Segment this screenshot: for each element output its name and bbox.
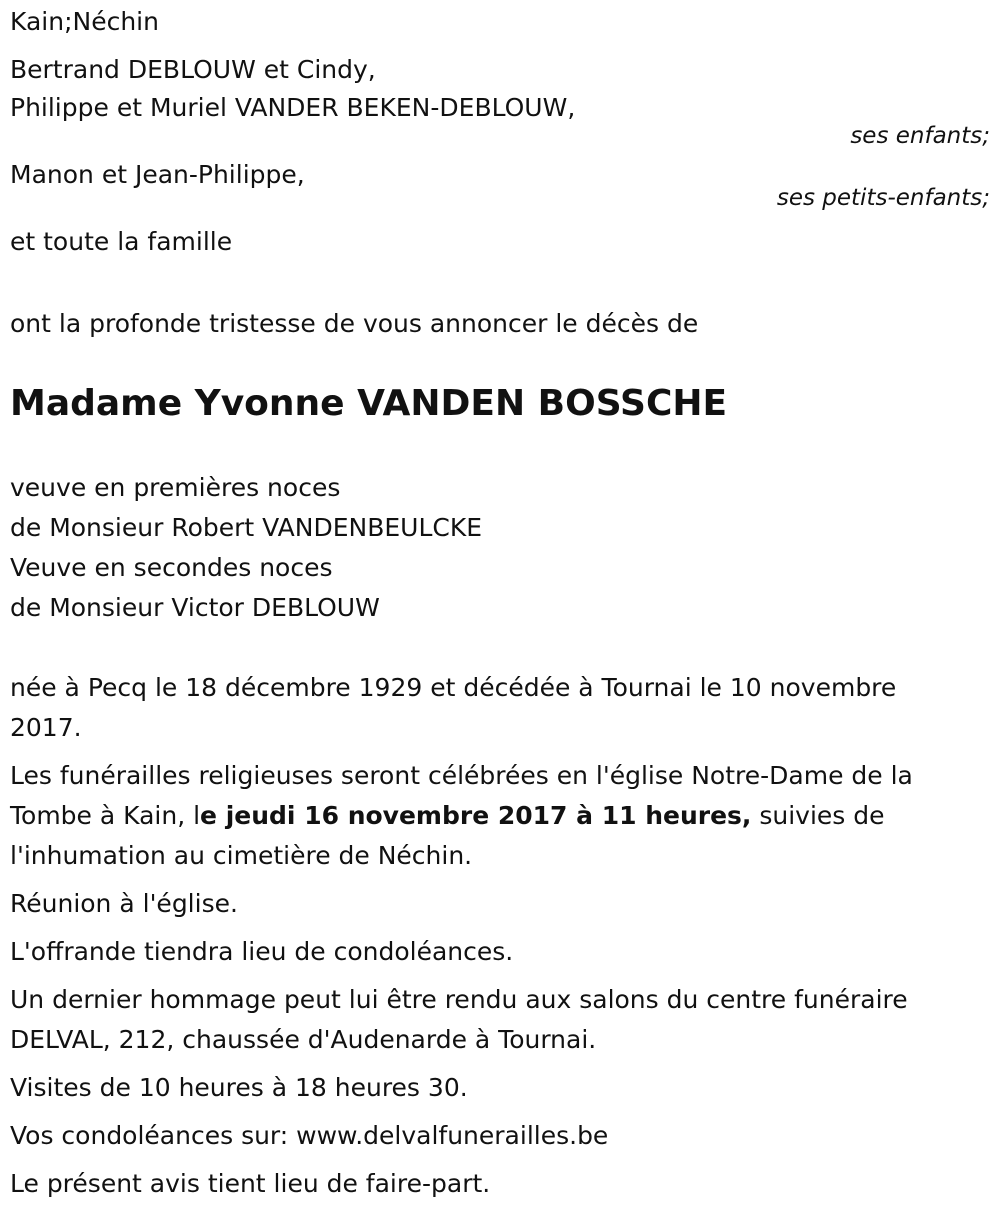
funeral-date-bold: e jeudi 16 novembre 2017 à 11 heures, (200, 801, 752, 830)
widow-line-4: de Monsieur Victor DEBLOUW (10, 593, 380, 622)
widow-line-3: Veuve en secondes noces (10, 553, 333, 582)
condolences-line (10, 1116, 990, 1156)
visits-line: Visites de 10 heures à 18 heures 30. (10, 1073, 468, 1102)
children-line-1: Bertrand DEBLOUW et Cindy, (10, 55, 376, 84)
deceased-name: Madame Yvonne VANDEN BOSSCHE (10, 383, 728, 424)
grandchildren-role: ses petits-enfants; (776, 185, 990, 211)
obituary-notice (10, 4, 990, 1204)
widow-line-1: veuve en premières noces (10, 473, 341, 502)
offering-line: L'offrande tiendra lieu de condoléances. (10, 937, 514, 966)
condolences-label: Vos condoléances sur: (10, 1121, 297, 1150)
homage-paragraph: Un dernier hommage peut lui être rendu aux salons du centre funéraire DELVAL, 212, chaussée d'Audenarde à Tournai. (10, 985, 908, 1054)
announcement-intro: ont la profonde tristesse de vous annoncer le décès de (10, 309, 699, 338)
family-line: et toute la famille (10, 227, 233, 256)
funeral-paragraph (10, 756, 980, 876)
closing-line: Le présent avis tient lieu de faire-part. (10, 1169, 491, 1198)
birth-death-paragraph: née à Pecq le 18 décembre 1929 et décédée à Tournai le 10 novembre 2017. (10, 673, 897, 742)
funeral-text-prefix: Les funérailles religieuses seront célébrées en l'église Notre-Dame de la Tombe à Kain, l (10, 761, 913, 830)
place-line: Kain;Néchin (10, 7, 159, 36)
grandchildren-line: Manon et Jean-Philippe, (10, 160, 305, 189)
funeral-text-suffix: suivies de l'inhumation au cimetière de Néchin. (10, 801, 885, 870)
children-line-2: Philippe et Muriel VANDER BEKEN-DEBLOUW, (10, 93, 576, 122)
widow-block (10, 468, 990, 628)
children-role: ses enfants; (850, 123, 990, 149)
widow-line-2: de Monsieur Robert VANDENBEULCKE (10, 513, 483, 542)
condolences-link[interactable]: www.delvalfunerailles.be (296, 1121, 609, 1150)
meeting-line: Réunion à l'église. (10, 889, 238, 918)
